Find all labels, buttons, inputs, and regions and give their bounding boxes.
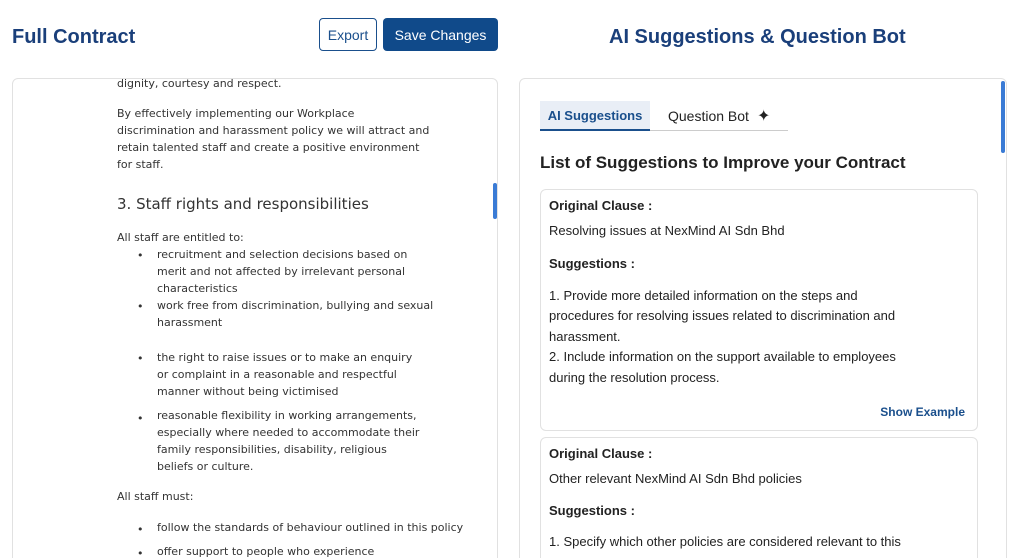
bullet-icon: • [137, 547, 144, 558]
bullet-text-line: beliefs or culture. [157, 460, 254, 473]
contract-paragraph-line: discrimination and harassment policy we will attract and [117, 124, 430, 137]
tab-question-bot[interactable] [668, 101, 770, 131]
tab-question-bot-label: Question Bot [668, 108, 749, 124]
ai-panel-title: AI Suggestions & Question Bot [609, 26, 906, 48]
suggestion-line: 1. Specify which other policies are considered relevant to this [549, 534, 901, 549]
bullet-text-line: especially where needed to accommodate their [157, 426, 420, 439]
bullet-text-line: family responsibilities, disability, religious [157, 443, 387, 456]
show-example-link[interactable]: Show Example [880, 405, 965, 419]
entitled-intro: All staff are entitled to: [117, 231, 244, 244]
bullet-text-line: merit and not affected by irrelevant personal [157, 265, 406, 278]
bullet-icon: • [137, 523, 144, 536]
suggestion-card [540, 189, 978, 431]
suggestion-line: during the resolution process. [549, 370, 720, 385]
ai-panel-scrollbar[interactable] [1001, 81, 1005, 153]
bullet-icon: • [137, 352, 144, 365]
suggestion-line: 1. Provide more detailed information on the steps and [549, 288, 858, 303]
ai-suggestions-panel [519, 78, 1007, 558]
bullet-text-line: follow the standards of behaviour outlined in this policy [157, 521, 464, 534]
section-heading: 3. Staff rights and responsibilities [117, 195, 369, 213]
suggestion-line: 2. Include information on the support available to employees [549, 349, 896, 364]
must-intro: All staff must: [117, 490, 194, 503]
bullet-icon: • [137, 249, 144, 262]
contract-paragraph-line: retain talented staff and create a positive environment [117, 141, 420, 154]
save-changes-button[interactable]: Save Changes [383, 18, 498, 51]
bullet-text-line: or complaint in a reasonable and respectful [157, 368, 397, 381]
bullet-text-line: characteristics [157, 282, 238, 295]
bullet-text-line: manner without being victimised [157, 385, 339, 398]
original-clause-text: Other relevant NexMind AI Sdn Bhd policies [549, 471, 802, 486]
tab-bar [540, 101, 788, 131]
suggestions-label: Suggestions : [549, 256, 635, 271]
suggestion-card [540, 437, 978, 558]
contract-document-panel[interactable] [12, 78, 498, 558]
suggestions-label: Suggestions : [549, 503, 635, 518]
export-button[interactable]: Export [319, 18, 377, 51]
contract-paragraph-line: By effectively implementing our Workplace [117, 107, 355, 120]
bullet-text-line: recruitment and selection decisions based on [157, 248, 408, 261]
original-clause-text: Resolving issues at NexMind AI Sdn Bhd [549, 223, 785, 238]
bullet-text-line: offer support to people who experience [157, 545, 375, 558]
contract-paragraph-line: for staff. [117, 158, 164, 171]
original-clause-label: Original Clause : [549, 446, 653, 461]
contract-scrollbar[interactable] [493, 183, 497, 219]
bullet-text-line: reasonable flexibility in working arrangements, [157, 409, 417, 422]
bullet-icon: • [137, 300, 144, 313]
full-contract-title: Full Contract [12, 26, 136, 48]
tab-ai-suggestions[interactable]: AI Suggestions [540, 101, 650, 131]
suggestion-line: procedures for resolving issues related to discrimination and [549, 308, 896, 323]
original-clause-label: Original Clause : [549, 198, 653, 213]
suggestion-line: harassment. [549, 329, 621, 344]
bullet-text-line: work free from discrimination, bullying and sexual [157, 299, 434, 312]
suggestions-list-title: List of Suggestions to Improve your Contract [540, 153, 906, 172]
bullet-icon: • [137, 412, 144, 425]
contract-text-line: dignity, courtesy and respect. [117, 78, 282, 90]
bullet-text-line: the right to raise issues or to make an enquiry [157, 351, 413, 364]
bullet-text-line: harassment [157, 316, 223, 329]
sparkle-icon: ✦ [756, 108, 771, 125]
